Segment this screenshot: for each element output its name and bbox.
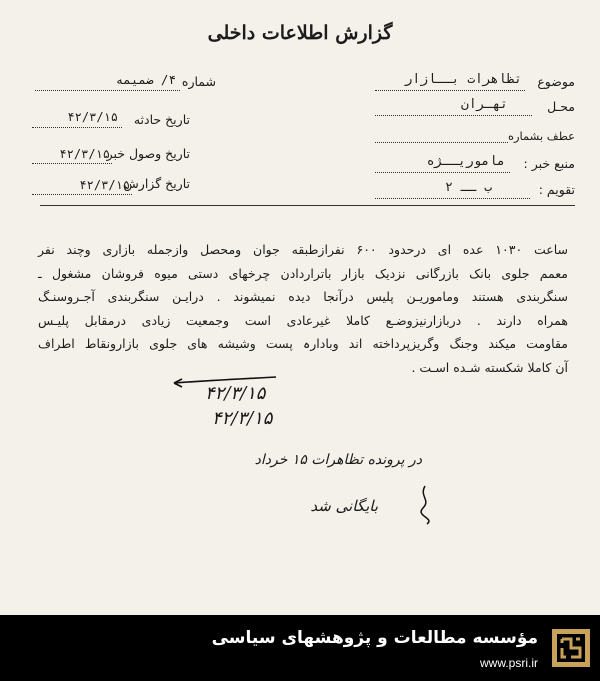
report-date-label: تاریخ گزارش bbox=[123, 176, 190, 191]
number-dotted-line bbox=[35, 90, 180, 91]
handwritten-archive-note: در پرونده تظاهرات ۱۵ خرداد bbox=[254, 452, 422, 468]
subject-dotted-line bbox=[375, 90, 525, 91]
received-date-dotted-line bbox=[32, 163, 112, 164]
body-line: ساعت ۱۰۳۰ عده ای درحدود ۶۰۰ نفرازطبقه جوان ومحصل وازجمله بازاری وچند نفر bbox=[38, 242, 569, 257]
subject-value: تظاهرات بــازار bbox=[404, 72, 522, 87]
subject-label: موضوع bbox=[537, 74, 575, 89]
report-title: گزارش اطلاعات داخلی bbox=[207, 22, 393, 44]
header-separator bbox=[40, 205, 575, 206]
number-value: ۴/ ضمیمه bbox=[115, 72, 176, 87]
event-date-label: تاریخ حادثه bbox=[133, 112, 190, 127]
handwritten-date-two: ۴۲/۳/۱۵ bbox=[212, 408, 273, 429]
reference-label: عطف بشماره bbox=[507, 129, 575, 143]
rating-value: ب ــ ۲ bbox=[445, 180, 492, 195]
body-line: سنگربندی هستند وماموریـن پلیس درآنجا دیده نمیشوند . درایـن سنگربندی آجـروسنـگ bbox=[38, 289, 568, 304]
rating-dotted-line bbox=[375, 198, 530, 199]
received-date-value: ۴۲/۳/۱۵ bbox=[59, 147, 110, 161]
source-label: منبع خبر : bbox=[523, 156, 575, 171]
place-label: محـل bbox=[547, 99, 575, 114]
place-value: تهـران bbox=[461, 97, 508, 112]
reference-dotted-line bbox=[375, 142, 508, 143]
source-value: ماموریــژه bbox=[426, 154, 505, 169]
institute-url[interactable]: www.psri.ir bbox=[479, 656, 538, 670]
institute-name: مؤسسه مطالعات و پژوهشهای سیاسی bbox=[211, 628, 538, 648]
institute-logo-icon bbox=[552, 629, 590, 667]
report-date-dotted-line bbox=[32, 194, 132, 195]
event-date-dotted-line bbox=[32, 127, 122, 128]
event-date-value: ۴۲/۳/۱۵ bbox=[67, 110, 118, 124]
handwritten-date-one: ۴۲/۳/۱۵ bbox=[205, 383, 266, 404]
source-dotted-line bbox=[375, 172, 510, 173]
body-line: همراه دارند . دربازارنیزوضـع کاملا غیرعادی است وجمعیت زیادی درمقابل پلیـس bbox=[38, 312, 568, 328]
handwritten-signature bbox=[405, 482, 445, 528]
body-line: آن کاملا شکسته شـده اسـت . bbox=[411, 359, 568, 375]
report-date-value: ۴۲/۳/۱۵ bbox=[79, 178, 130, 192]
report-body bbox=[38, 238, 568, 379]
place-dotted-line bbox=[375, 115, 532, 116]
body-line: معمم جلوی بانک بازرگانی نزدیک بازار باتراردادن چرخهای دستی میوه فروشان مشغول ـ bbox=[38, 265, 568, 281]
body-line: مقاومت میکند وجنگ وگریزپرداخته اند وبادارہ پست وشیشه های جلوی بازارونقاط اطراف bbox=[38, 336, 568, 351]
received-date-label: تاریخ وصول خبر bbox=[106, 146, 190, 161]
institute-footer bbox=[0, 615, 600, 681]
handwritten-archived-note: بایگانی شد bbox=[310, 497, 378, 515]
rating-label: تقویم : bbox=[538, 182, 575, 197]
number-label: شماره bbox=[181, 74, 216, 89]
